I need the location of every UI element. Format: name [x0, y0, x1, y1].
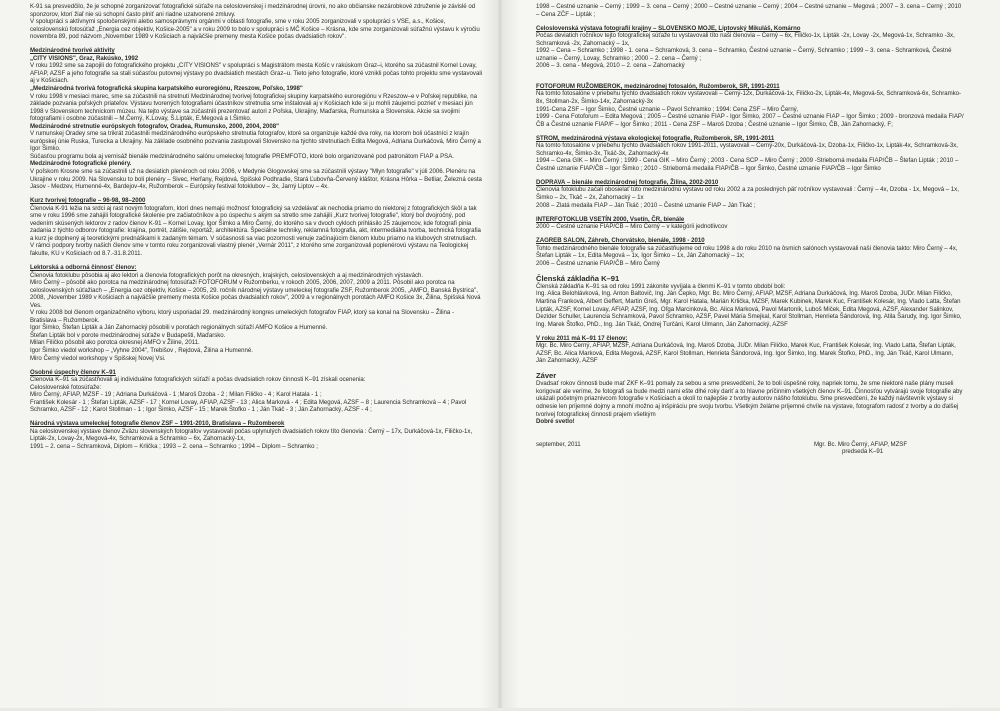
paragraph: Miro Černý viedol workshopy v Spišskej Novej Vsi. — [30, 354, 166, 362]
section-heading: Osobné úspechy členov K–91 — [30, 368, 116, 376]
section-heading: Národná výstava umeleckej fotografie členov ZSF – 1991-2010, Bratislava – Ružomberok — [30, 420, 285, 428]
paragraph: 1999 - Cena Fotoforum – Edita Megová ; 2005 – Čestné uznanie FIAP - Igor Šimko, 2007 – Čestné uznanie FIAP – Igor Šimko ; 2009 - bronzová medaila FIAP/ČB a Čestné uznanie FIAP/F – Igor Šimko ; 2011 - Cena ZSF – Maroš Dzoba ; Čestné uznanie – Igor Šimko, ČB, Ján Zahornacký, F; — [536, 113, 964, 128]
subsection-heading: „Medzinárodná tvorivá fotografická skupina karpatského euroregiónu, Rzeszow, Poľsko, 1998" — [30, 84, 303, 92]
paragraph: Na celoslovenskej výstave členov Zväzu slovenských fotografov vystavovali počas uplynulých dvadsiatich rokov títo členovia : Černý – 17x, Durkáčová-1x, Filičko-1x, Lipták-2x, Lovay-2x, Megová-4x, Schramková a Schramko – 6x, Zahornacký-1x, — [30, 427, 473, 443]
section-heading: INTERFOTOKLUB VSETÍN 2000, Vsetín, ČR, bienále — [536, 215, 685, 223]
paragraph: Celoslovenské fotosúťaže: — [30, 383, 102, 391]
section-heading: FOTOFORUM RUŽOMBEROK, medzinárodnej fotosalón, Ružomberok, SR, 1991-2011 — [536, 82, 780, 90]
paragraph: Igor Šimko, Štefan Lipták a Ján Zahornacký pôsobili v porotách regionálnych súťaží AMFO Košice a Humenné. — [30, 324, 328, 332]
paragraph: 2006 – Čestné uznanie FIAP/ČB – Miro Černý — [536, 259, 660, 267]
paragraph: V roku 1992 sme sa zapojili do fotografického projektu „CITY VISIONS" v spolupráci s Magistrátom mesta Košíc v rakúskom Graz–i, ktorého sa zúčastnil Kornel Lovay, AFIAP, AZSF a jeho fotografie sa stali súčasťou putovnej výstavy po dvadsiatich mestách Graz–u. Tieto jeho fotografie, ktoré vznikli počas tohto projektu sme vystavovali aj v Košiciach. — [30, 62, 482, 85]
signature-name-block — [814, 441, 964, 456]
paragraph: 1991-Cena ZSF – Igor Šimko, Čestné uznanie – Pavol Schramko ; 1994: Cena ZSF – Miro Černý, — [536, 105, 799, 113]
paragraph: Členovia K-91 ležia na srdci aj rast novým fotografom, ktorí dnes nemajú možnosť fotografický sa vzdelávať ak nechodia priamo do niektorej z fotografických škôl a tak sme v roku 1996 sme zahájili fotografické školenie pre začiatočníkov a po úspechu s akým sa stretlo sme zahájili „Kurz tvorivej fotografie", ktorý bol dvojročný, pod vedením skúsených lektorov z radov členov K-91 – Kornel Lovay, Igor Šimko a Miro Černý, do ktorého sa v dvoch cykloch prihlásilo 25 záujemcov, kde fotografi pinia zadania z týchto odborov fotografie: krajina, portrét, zátišie, reportáž, architektúra. Špeciálne techniky, reklamná fotografia, akt, intermediálna tvorba, technická fotografia a kurz je doplnený aj teoretickými prednáškami k zadaným témam. V súčasnosti sa viac pozornosti venuje začínajúcim členom klubu priamo na klubových stretnutiach. — [30, 204, 481, 242]
subsection-heading: „CITY VISIONS", Graz, Rakúsko, 1992 — [30, 54, 139, 62]
paragraph: V rumunskej Oradey sme sa trikrát zúčastnili medzinárodného európskeho stretnutia fotografov, ktoré sa organizuje každé dva roky, na ktorom boli účastníci z krajín európskej únie Ruska, Turecka a Ukrajiny. Na základe osobného pozvania zastupovali Slovensko na týchto stretnutiach Edita Megová, Adriana Durkáčová, Miro Černý a Igor Šimko. — [30, 130, 481, 153]
signature-name: Mgr. Bc. Miro Černý, AFIAP, MZSF — [814, 440, 908, 448]
paragraph: V roku 2008 bol členom organizačného výboru, ktorý usporiadal 29. medzinárodný kongres umeleckých fotografov FIAP, ktorý sa konal na Slovensku – Žilina - Bratislava – Ružomberok. — [30, 309, 454, 324]
page-fold — [497, 0, 503, 708]
paragraph: Tohto medzinárodného bienále fotografie sa zúčastňujeme od roku 1998 a do roku 2010 na ôsmich salónoch vystavovali naši členovia takto: Miro Černý – 4x, Štefan Lipták – 1x, Edita Megová – 1x, Igor Šimko – 1x, Ján Zahornacký – 1x; — [536, 244, 958, 260]
paragraph: Členovia fotoklubu pôsobia aj ako lektori a členovia fotografických porôt na okresných, krajských, celoslovenských a aj medzinárodných výstavách. — [30, 271, 424, 279]
paragraph: K-91 sa presvedčilo, že je schopné zorganizovať fotografické súťaže na celoslovenskej i medzinárodnej úrovni, no ako občianske nezárobkové združenie je závislé od sponzorov, ktorí žiaľ nie sú schopní často plniť ani riadne uzatvorené zmluvy. — [30, 3, 476, 18]
paragraph: Súčasťou programu bola aj vernisáž bienále medzinárodného salónu umeleckej fotografie PREMFOTO, ktoré bolo organizované pod patronátom FIAP a PSA. — [30, 152, 454, 160]
paragraph: 2006 – 3. cena - Megová, 2010 – 2. cena – Zahornacký — [536, 62, 685, 70]
subsection-heading: Medzinárodné stretnutie európskych fotografov, Oradea, Rumunsko, 2000, 2004, 2008" — [30, 122, 280, 130]
paragraph: Mgr. Bc. Miro Černý, AFIAP, MZSF, Adriana Durkáčová, Ing. Maroš Dzoba, JUDr. Milan Filičko, Marek Kuc, František Kolesár, Ing. Vlado Latta, Štefan Lipták, AZSF, Bc. Alica Marková, Edita Megová, AZSF, Karol Stollman, Henrieta Šándorová, Ing. Igor Šimko, Ing. Marek Štofko, PhD., Ing. Ján Tkáč, Karol Ulmann, Ján Zahornacký, AZSF — [536, 342, 956, 365]
spacer — [536, 432, 964, 439]
paragraph: V rámci podpory tvorby našich členov sme v tomto roku zorganizovali vlastný plenér „Vernár 2011", z ktorého sme zorganizovali poplenérovú výstavu na Teologickej fakulte, KU v Košiciach od 8.7.-31.8.2011. — [30, 242, 469, 257]
section-heading: ZAGREB SALON, Záhreb, Chorvátsko, bienále, 1998 - 2010 — [536, 237, 705, 245]
right-page — [536, 3, 964, 711]
paragraph: František Kolesár - 1 ; Štefan Lipták, AZSF - 17 ; Kornel Lovay, AFIAP, AZSF - 13 ; Alica Marková - 4 ; Edita Megová, AZSF – 8 ; Laurencia Schramková – 4 ; Pavol Schramko, AZSF - 12 ; Karol Stollman - 1 ; Igor Šimko, AZSF - 15 ; Marek Štofko - 1 ; Ján Tkáč - 3 ; Ján Zahornacký, AZSF - 4 ; — [30, 398, 467, 414]
paragraph: Milan Filičko pôsobil ako porotca okresnej AMFO v Žiline, 2011. — [30, 339, 200, 347]
paragraph: 1991 – 2. cena – Schramková, Diplom – Krlička ; 1993 – 2. cena – Schramko ; 1994 – Diplom – Schramko ; — [30, 443, 318, 451]
paragraph: Počas deviatich ročníkov tejto fotografickej súťaže tu vystavovali títo naši členovia – Černý – 6x, Filičko-1x, Lipták -2x, Lovay -2x, Megová-1x, Schramko -3x, Schramková -2x, Zahornacký – 1x, — [536, 32, 955, 47]
signature-date: september, 2011 — [536, 440, 581, 448]
section-heading: V roku 2011 má K–91 17 členov: — [536, 334, 628, 342]
paragraph: 2000 – Čestné uznanie FIAP/ČB – Miro Černý – v kategórii jednotlivcov — [536, 223, 728, 231]
closing-line: Dobré svetlo! — [536, 418, 575, 426]
section-heading: Lektorská a odborná činnosť členov: — [30, 264, 137, 271]
chapter-heading: Záver — [536, 371, 557, 381]
paragraph: Dvadsať rokov činnosti bude mať ZKF K–91 pomaly za sebou a sme presvedčení, že to boli úspešné roky, napriek tomu, že sme niektoré naše plány museli korigovať ale veríme, že fotografi sa bude medzi nami ešte dlhé roky dariť a to hlavne príčinnim všetkých členov K–91. Činnosťou vytvárajú svoje fotografie aby ukázali početným priaznivcom fotografie v Košiciach a okolí to najlepšie z tvorby autorov nášho fotoklubu. Sme presvedčení, že každý návštevník výstavy si odnesie len príjemné dojmy a mnohí možno aj inšpiráciu pre svoju tvorbu. Všetkým želáme príjemné chvíle na výstave, fotografom radosť z tvorby a do ďalšej tvorivej fotografickej činnosti prajem všetkým — [536, 380, 963, 418]
section-heading: Celoslovenská výstava fotografií krajiny – SLOVENSKO MOJE, Liptovský Mikuláš, Komárno — [536, 24, 801, 32]
paragraph: Na tomto fotosalóne v priebehu týchto dvadsiatich rokov 1991-2011, vystavovali – Černý-20x, Durkáčová-1x, Dzoba-1x, Filičko-1x, Lipták-4x, Schramková-3x, Schramko-4x, Šimko-3x, Tkáč-3x, Zahornacký-4x — [536, 142, 958, 157]
signature-block — [536, 441, 964, 456]
paragraph: Igor Šimko viedol workshop – „Vyhne 2004", Trebišov , Rejdová, Žilina a Humenné. — [30, 347, 253, 355]
paragraph: Členovia K–91 sa zúčastňovali aj individuálne fotografických súťaží a počas dvadsiatich rokov činnosti K–91 získali ocenenia: — [30, 376, 366, 384]
paragraph: Ing. Alica Belohlávková, Ing. Anton Baltovič, Ing. Ján Čepko, Mgr. Bc. Miro Černý, AFIAP, MZSF, Adriana Durkáčová, Ing. Maroš Dzoba, JUDr. Milan Filičko, Martina Franková, Albert Geffert, Martin Greš, Mgr. Karol Hatala, Marián Krlička, MZSF, Marek Kubinek, Marek Kuc, František Kolesár, Ing. Vlado Latta, Štefan Lipták, AZSF, Kornel Lovay, AFIAP, AZSF, Ing. Oľga Marcinková, Bc. Alica Marková, Pavol Martoník, Luboš Miček, Edita Megová, AZSF, Alexander Salinkov, Dezider Schuller, Laurencia Schramková, Pavol Schramko, AZSF, Pavel Mária Smejkal, Karol Stollman, Henrieta Šándorová, Ing. Atila Šarudy, Ing. Igor Šimko, Ing. Marek Štofko, PhD., Ing. Ján Tkáč, Ondrej Turčáni, Karol Ulmann, Ján Zahornacký, AZSF — [536, 290, 962, 328]
paragraph: Štefan Lipták bol v porote medzinárodnej súťaže v Budapešti, Maďarsko. — [30, 331, 226, 339]
paragraph: 1994 – Cena GIK – Miro Černý ; 1999 - Cena GIK – Miro Černý ; 2003 - Cena SCP – Miro Černý ; 2009 -Strieborná medaila FIAP/ČB – Štefan Lipták ; 2010 – Čestné uznanie FIAP/ČB – Igor Šimko ; 2010 - Strieborná medaila FIAP/ČB – Igor Šimko, Čestné uznanie FIAP/ČB – Igor Šimko — [536, 157, 959, 172]
signature-role: predseda K–91 — [842, 448, 884, 456]
paragraph: Členovia fotoklubu začali obosielať túto medzinárodnú výstavu od roku 2002 a za posledných päť ročníkov vystavovali : Černý – 4x, Dzoba - 1x, Megová – 1x, Šimko – 2x, Tkáč – 2x, Zahornacký – 1x — [536, 186, 959, 201]
paragraph: V roku 1998 v mesiaci marec, sme sa zúčastnili na stretnutí Medzinárodnej tvorivej fotografickej skupiny karpatského euroregiónu v Rzeszow–e v Poľskej republike, na základe pozvania poľských priateľov. Výstavu tvorených fotografiami účastníkov stretnutia sme inštalovali aj v Košiciach kde si ju mohli záujemci pozrieť v mesiaci jún 1998 v Slovenskom technickom múzeu. Na tejto výstave sa zúčastnili prezentovať autori z Poľska, Ukrajiny, Maďarska, Rumunska a Slovenska. Akcie sa svojimi fotografiami i osobne zúčastnili – M.Černý, K.Lovay, Š.Lipták, E.Megová a I.Šimko. — [30, 92, 477, 123]
section-heading: Kurz tvorivej fotografie – 96-98, 98–2000 — [30, 197, 146, 205]
paragraph: Na tomto fotosalóne v priebehu týchto dvadsiatich rokov vystavovali – Černý-12x, Durkáčová-1x, Filičko-2x, Lipták-4x, Megová-5x, Schramková-6x, Schramko-8x, Stollman-2x, Šimko-14x, Zahornacký-3x — [536, 90, 962, 105]
paragraph: V spolupráci s aktívnymi spoločenskými alebo samosprávnymi orgánmi v oblasti fotografie, sme v roku 2005 zorganizovali v spolupráci s VSE, a.s., Košice, celoslovenskú fotosúťaž „Energia cez objektív, Košice-2005" a v roku 2009 to bolo v spolupráci s MČ Košice – Krásna, kde sme zorganizovali súťažnú výstavu k výročiu novembra 89, pod názvom „November 1989 v Košiciach a najväčšie premeny mesta Košice počas dvadsiatich rokov". — [30, 18, 480, 41]
paragraph: Členská základňa K–91 sa od roku 1991 zákonite vyvíjala a členmi K–91 v tomto období boli: — [536, 282, 786, 290]
paragraph: V poľskom Krosne sme sa zúčastnili už na desiatich plenéroch od roku 2006, v Medynie Glogowskej sme sa zúčastnili výstavy "Mlyn fotografie" v júli 2006. Plenéru na Ukrajine v roku 2009. Na Slovensku to boli plenéry – Sivec, Herľany, Rejdová, Spišské Podhradie, Stará Ľubovňa-Červený kláštor, Krásna Hôrka – Betliar, Železná cesta Jasov - Medzev, Humenné-4x, Bardejov-4x, Ružomberok – Európsky festival fotoklubov – 3x, Jarný Liptov – 4x. — [30, 167, 482, 191]
paragraph: 1992 – Cena – Schramko ; 1998 - 1. cena – Schramková, 3. cena – Schramko, Čestné uznanie – Černý, Schramko ; 1999 – 3. cena - Schramková, Čestné uznanie – Černý, Lovay, Schramko ; 2000 – 2. cena – Černý ; — [536, 47, 952, 62]
left-page — [30, 3, 482, 711]
subsection-heading: Medzinárodné fotografické plenéry. — [30, 160, 132, 168]
paragraph: Miro Černý – pôsobil ako porotca na medzinárodnej fotosúťaži FOTOFORUM v Ružomberku, v rokoch 2005, 2006, 2007, 2009 a 2011. Pôsobil ako porotca na celoslovenských súťažiach – „Energia cez objektív, Košice – 2005, 29. ročník národnej výstavy umeleckej fotografie ZSF, Ružomberok 2005, „AMFO, Banská Bystrica", 2008, „November 1989 v Košiciach a najväčšie premeny mesta Košice počas dvadsiatich rokov", 2009 a v regionálnych porotách AMFO Košice 3x, Žilina, Spišská Nová Ves. — [30, 279, 481, 309]
section-heading: Medzinárodné tvorivé aktivity — [30, 47, 115, 55]
section-heading: STROM, medzinárodná výstava ekologickej fotografie, Ružomberok, SR, 1991-2011 — [536, 134, 775, 142]
chapter-heading: Členská základňa K–91 — [536, 273, 620, 283]
paragraph: 2008 – Zlatá medaila FIAP – Ján Tkáč ; 2010 – Čestné uznanie FIAP – Ján Tkáč ; — [536, 201, 756, 209]
paragraph: 1998 – Čestné uznanie – Černý ; 1999 – 3. cena – Černý ; 2000 – Čestné uznanie – Černý ; 2004 – Čestné uznanie – Megová ; 2007 – 3. cena – Černý ; 2010 – Cena ZČF – Lipták ; — [536, 3, 962, 18]
section-heading: DOPRAVA – bienále medzinárodnej fotografie, Žilina, 2002-2010 — [536, 178, 719, 186]
paragraph: Miro Černý, AFIAP, MZSF - 19 ; Adriana Durkáčová - 1 ;Maroš Dzoba - 2 ; Milan Filičko - 4 ; Karol Hatala - 1 ; — [30, 391, 322, 399]
